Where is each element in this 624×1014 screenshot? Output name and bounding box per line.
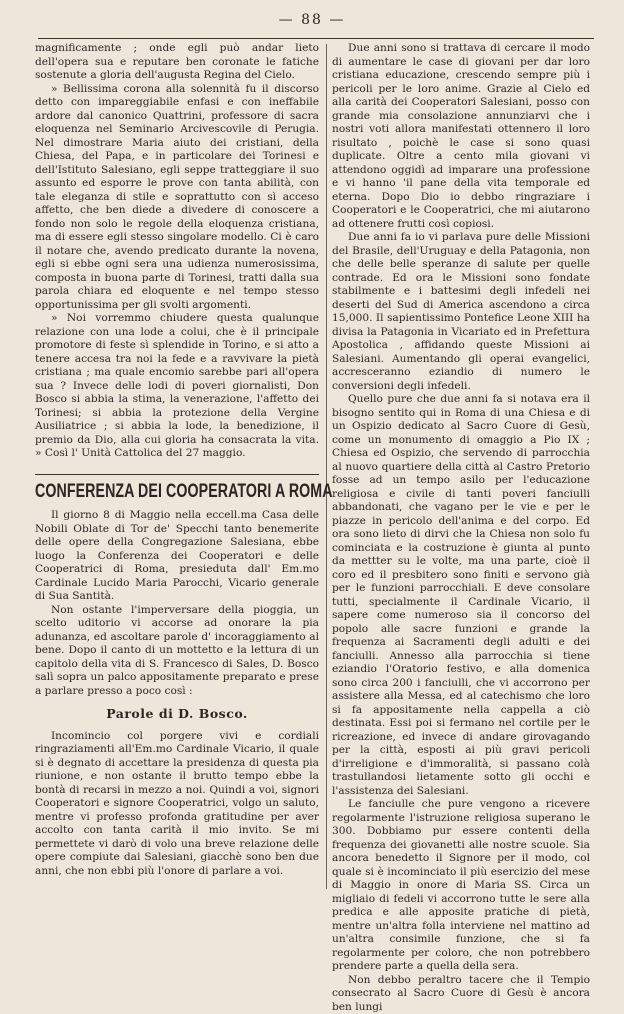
paragraph: Due anni sono si trattava di cercare il modo di aumentare le case di giovani per dar loro cristiana educazione, crescendo sempre più i pericoli per le loro anime. Grazie al Cielo ed alla carità dei Cooperatori Salesiani, posso con grande mia consolazione annunziarvi che i nostri voti allora manifestati ottennero il loro risultato , poichè le case si sono quasi duplicate. Oltre a cento mila giovani vi attendono oggidì ad imparare una professione e vi hanno 'il pane della vita temporale ed eterna. Dopo Dio io debbo ringraziare i Cooperatori e le Cooperatrici, che mi aiutarono ad ottenere frutti così copiosi. bbox=[332, 42, 590, 231]
left-column bbox=[35, 42, 319, 878]
right-column bbox=[332, 42, 590, 1014]
paragraph: Quello pure che due anni fa si notava era il bisogno sentito qui in Roma di una Chiesa e di un Ospizio dedicato al Sacro Cuore di Gesù, come un monumento di omaggio a Pio IX ; Chiesa ed Ospizio, che servendo di parrocchia al nuovo quartiere della città al Castro Pretorio fosse ad un tempo asilo per l'educazione religiosa e civile di tanti poveri fanciulli abbandonati, che vagano per le vie e per le piazze in pericolo dell'anima e del corpo. Ed ora sono lieto di dirvi che la Chiesa non solo fu cominciata e la costruzione è giunta al punto da mettter su le volte, ma una parte, cioè il coro ed il presbitero sono finiti e servono già per le funzioni parrocchiali. E deve consolare tutti, specialmente il Cardinale Vicario, il sapere come numeroso sia il concorso del popolo alle sacre funzioni e grande la frequenza ai Sacramenti degli adulti e dei fanciulli. Annesso alla parrocchia si tiene eziandio l'Oratorio festivo, e alla domenica sono circa 200 i fanciulli, che vi accorrono per assistere alla Messa, ed al catechismo che loro si fa appositamente nella cappella a ciò destinata. Essi poi si fermano nel cortile per le ricreazione, ed invece di andare girovagando per la città, esposti ai più gravi pericoli d'irreligione e d'immoralità, si passano colà trastullandosi lietamente sotto gli occhi e l'assistenza dei Salesiani. bbox=[332, 393, 590, 798]
header-rule bbox=[38, 38, 594, 39]
paragraph: Non debbo peraltro tacere che il Tempio consecrato al Sacro Cuore di Gesù è ancora ben lungi bbox=[332, 974, 590, 1014]
column-divider bbox=[326, 44, 327, 889]
paragraph: Non ostante l'imperversare della pioggia, un scelto uditorio vi accorse ad onorare la pia adunanza, ed ascoltare parole d' incoraggiamento al bene. Dopo il canto di un mottetto e la lettura di un capitolo della vita di S. Francesco di Sales, D. Bosco salì sopra un palco appositamente preparato e prese a parlare presso a poco così : bbox=[35, 604, 319, 699]
paragraph: Due anni fa io vi parlava pure delle Missioni del Brasile, dell'Uruguay e della Patagonia, non che delle belle speranze di salute per quelle contrade. Ed ora le Missioni sono fondate stabilmente e i battesimi degli infedeli nei deserti del Sud di America ascendono a circa 15,000. Il sapientissimo Pontefice Leone XIII ha divisa la Patagonia in Vicariato ed in Prefettura Apostolica , affidando queste Missioni ai Salesiani. Aumentando gli operai evangelici, accresceranno eziandio di numero le conversioni degli infedeli. bbox=[332, 231, 590, 393]
paragraph: Le fanciulle che pure vengono a ricevere regolarmente l'istruzione religiosa superano le 300. Dobbiamo pur essere contenti della frequenza dei giovanetti alle nostre scuole. Sia ancora benedetto il Signore per il modo, col quale si è incominciato il più esercizio del mese di Maggio in onore di Maria SS. Circa un migliaio di fedeli vi accorrono tutte le sere alla predica e alle apposite pratiche di pietà, mentre un'altra folla interviene nel mattino ad un'altra consimile funzione, che si fa regolarmente per coloro, che non potrebbero prendere parte a quella della sera. bbox=[332, 798, 590, 974]
paragraph: » Noi vorremmo chiudere questa qualunque relazione con una lode a colui, che è il principale promotore di feste sì splendide in Torino, e si atto a tenere accesa tra noi la fede e a ravvivare la pietà cristiana ; ma quale encomio sarebbe pari all'opera sua ? Invece delle lodi di poveri giornalisti, Don Bosco si abbia la stima, la venerazione, l'affetto dei Torinesi; si abbia la protezione della Vergine Ausiliatrice ; si abbia la lode, la benedizione, il premio da Dio, alla cui gloria ha consacrata la vita. » Così l' Unità Cattolica del 27 maggio. bbox=[35, 312, 319, 461]
subtitle: Parole di D. Bosco. bbox=[35, 707, 319, 721]
paragraph: Incomincio col porgere vivi e cordiali ringraziamenti all'Em.mo Cardinale Vicario, il quale si è degnato di accettare la presidenza di questa pia riunione, e non ostante il brutto tempo ebbe la bontà di recarsi in mezzo a noi. Quindi a voi, signori Cooperatori e signore Cooperatrici, volgo un saluto, mentre vi professo profonda gratitudine per aver accolto con tanta carità il mio invito. Se mi permettete vi darò di volo una breve relazione delle opere compiute dai Salesiani, giacchè sono ben due anni, che non ebbi più l'onore di parlare a voi. bbox=[35, 730, 319, 879]
paragraph: » Bellissima corona alla solennità fu il discorso detto con impareggiabile enfasi e con ineffabile ardore dal canonico Quattrini, professore di sacra eloquenza nel Seminario Arcivescovile di Perugia. Nel dimostrare Maria aiuto dei cristiani, della Chiesa, del Papa, e in particolare dei Torinesi e dell'Istituto Salesiano, egli seppe tratteggiare il suo assunto ed esporre le prove con tanta abilità, con tale eleganza di stile e soprattutto con sì acceso affetto, che ben diede a divedere di conoscere a fondo non solo le regole della eloquenza cristiana, ma di essere egli stesso singolare modello. Ci è caro il notare che, avendo predicato durante la novena, egli si ebbe ogni sera una udienza numerosissima, composta in buona parte di Torinesi, tratti dalla sua parola chiara ed eloquente e nel tempo stesso opportunissima per gli svolti argomenti. bbox=[35, 83, 319, 313]
paragraph: Il giorno 8 di Maggio nella eccell.ma Casa delle Nobili Oblate di Tor de' Specchi tanto benemerite delle opere della Congregazione Salesiana, ebbe luogo la Conferenza dei Cooperatori e delle Cooperatrici di Roma, presieduta dall' Em.mo Cardinale Lucido Maria Parocchi, Vicario generale di Sua Santità. bbox=[35, 509, 319, 604]
section-divider bbox=[35, 474, 319, 475]
section-title: CONFERENZA DEI COOPERATORI A ROMA bbox=[35, 483, 319, 501]
page-number: — 88 — bbox=[0, 12, 624, 28]
paragraph: magnificamente ; onde egli può andar lieto dell'opera sua e reputare ben coronate le fatiche sostenute a gloria dell'augusta Regina del Cielo. bbox=[35, 42, 319, 83]
